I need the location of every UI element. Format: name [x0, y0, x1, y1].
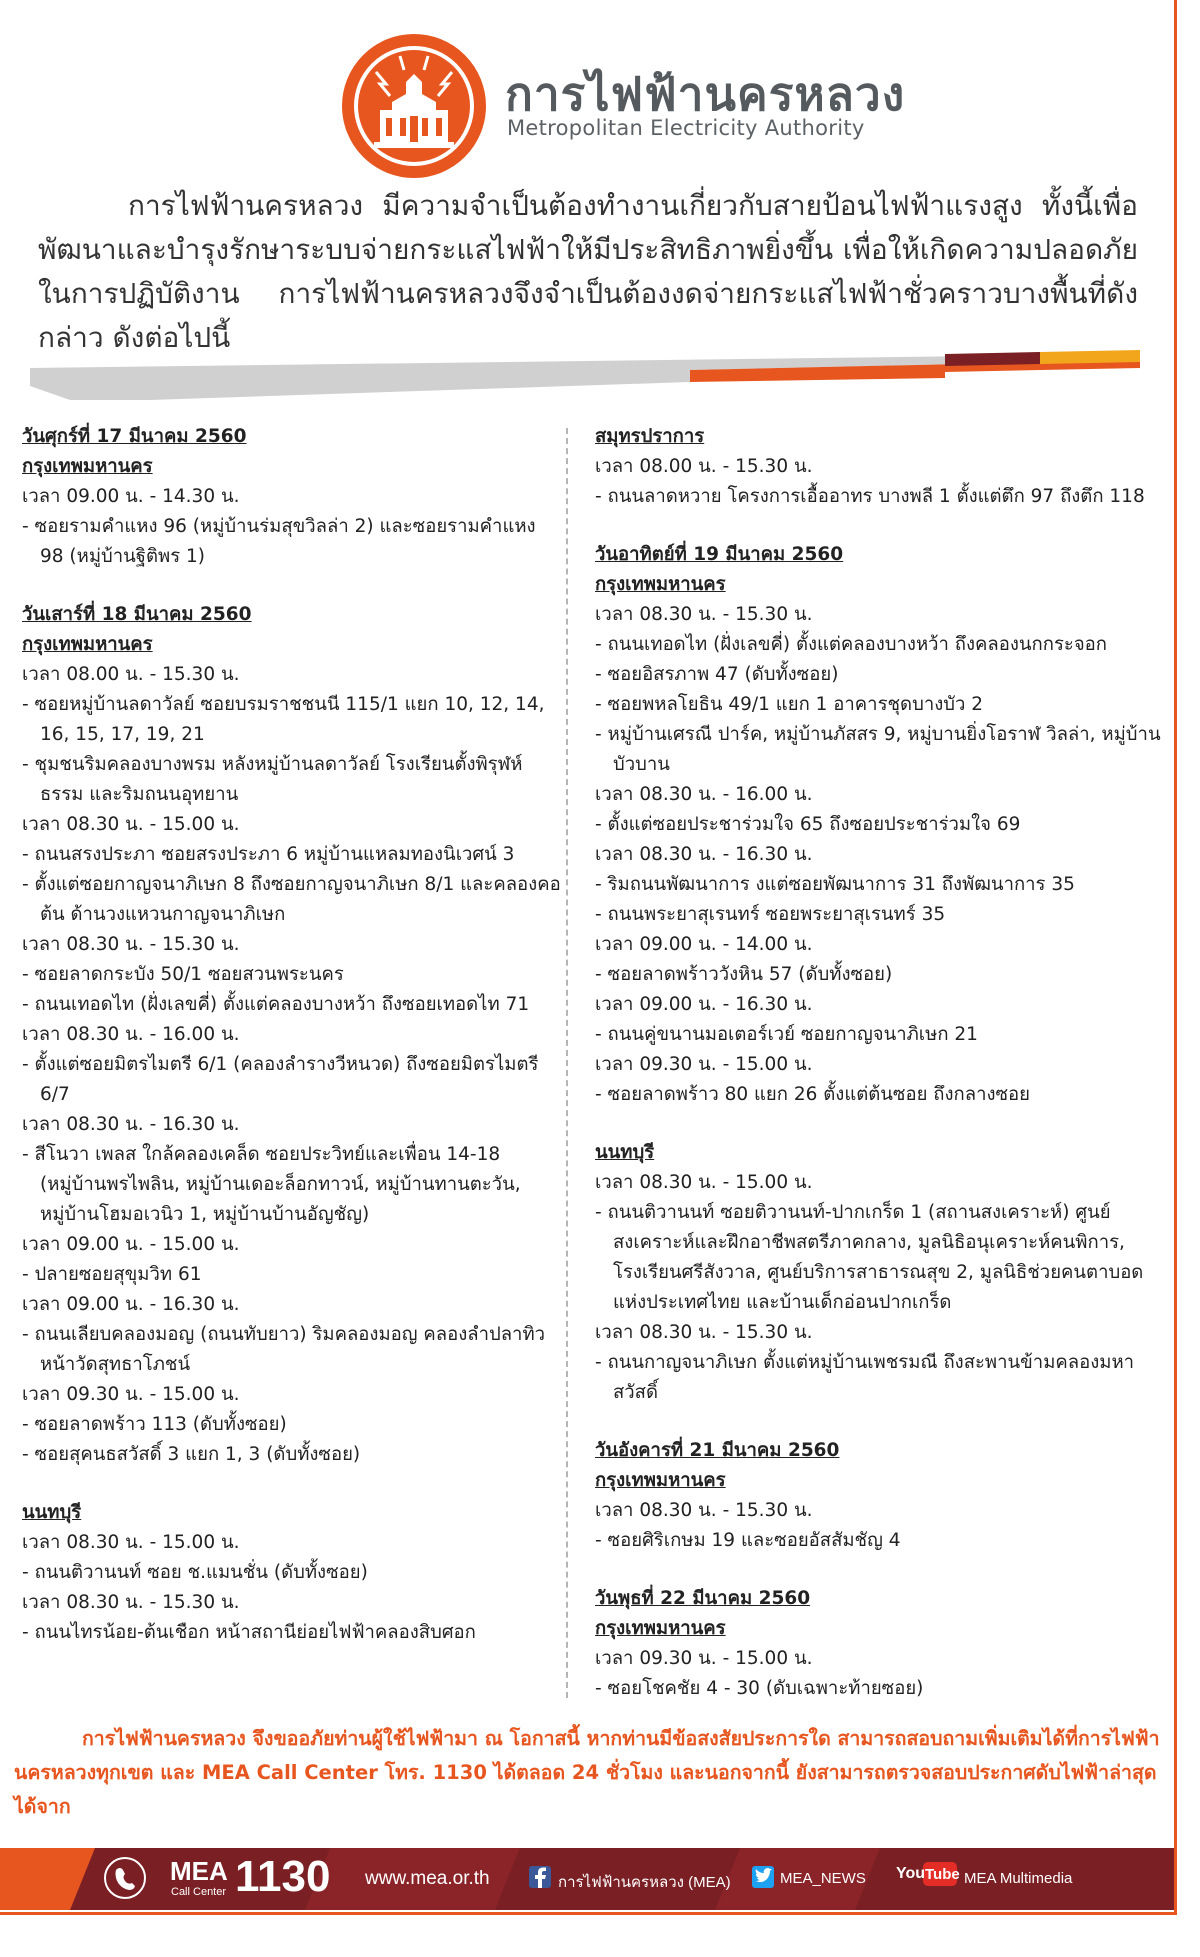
column-divider: [566, 428, 568, 1698]
location-item: - ตั้งแต่ซอยมิตรไมตรี 6/1 (คลองลำรางวีหนวด) ถึงซอยมิตรไมตรี 6/7: [22, 1054, 539, 1105]
left-column: [22, 422, 562, 1648]
time-range: เวลา 08.30 น. - 15.30 น.: [595, 1500, 813, 1521]
location-item: - ซอยลาดพร้าว 80 แยก 26 ตั้งแต่ต้นซอย ถึงกลางซอย: [595, 1084, 1031, 1105]
location-item: - ริมถนนพัฒนาการ งแต่ซอยพัฒนาการ 31 ถึงพัฒนาการ 35: [595, 874, 1075, 895]
footer-facebook-link[interactable]: การไฟฟ้านครหลวง (MEA): [558, 1874, 731, 1891]
time-range: เวลา 09.00 น. - 14.00 น.: [595, 934, 813, 955]
location-item: - ถนนคู่ขนานมอเตอร์เวย์ ซอยกาญจนาภิเษก 21: [595, 1024, 978, 1045]
date-heading: วันศุกร์ที่ 17 มีนาคม 2560: [22, 426, 247, 447]
location-item: - ซอยลาดกระบัง 50/1 ซอยสวนพระนคร: [22, 964, 344, 985]
time-range: เวลา 08.30 น. - 15.30 น.: [22, 934, 240, 955]
time-range: เวลา 08.30 น. - 15.30 น.: [595, 1322, 813, 1343]
location-item: - ซอยรามคำแหง 96 (หมู่บ้านร่มสุขวิลล่า 2) และซอยรามคำแหง 98 (หมู่บ้านฐิติพร 1): [22, 516, 536, 567]
date-heading: วันเสาร์ที่ 18 มีนาคม 2560: [22, 604, 252, 625]
right-column: [595, 422, 1165, 1704]
area-heading: กรุงเทพมหานคร: [22, 634, 153, 655]
area-heading: กรุงเทพมหานคร: [595, 1470, 726, 1491]
location-item: - ซอยลาดพร้าว 113 (ดับทั้งซอย): [22, 1414, 287, 1435]
footer-twitter-link[interactable]: MEA_NEWS: [780, 1870, 866, 1887]
location-item: - หมู่บ้านเศรณี ปาร์ค, หมู่บ้านภัสสร 9, หมู่บานยิ่งโอราฬ วิลล่า, หมู่บ้านบัวบาน: [595, 724, 1161, 775]
time-range: เวลา 09.30 น. - 15.00 น.: [22, 1384, 240, 1405]
area-heading: สมุทรปราการ: [595, 426, 705, 447]
location-item: - ถนนไทรน้อย-ต้นเชือก หน้าสถานีย่อยไฟฟ้าคลองสิบศอก: [22, 1622, 476, 1643]
spacer: [595, 1408, 1165, 1436]
time-range: เวลา 08.30 น. - 16.00 น.: [595, 784, 813, 805]
time-range: เวลา 08.30 น. - 16.00 น.: [22, 1024, 240, 1045]
location-item: - สีโนวา เพลส ใกล้คลองเคล็ด ซอยประวิทย์และเพื่อน 14-18 (หมู่บ้านพรไพลิน, หมู่บ้านเดอะล็อกทาวน์, หมู่บ้านทานตะวัน, หมู่บ้านโฮมอเวนิว 1, หมู่บ้านบ้านอัญชัญ): [22, 1144, 521, 1225]
location-item: - ถนนพระยาสุเรนทร์ ซอยพระยาสุเรนทร์ 35: [595, 904, 946, 925]
footer-youtube-you: You: [896, 1865, 926, 1882]
location-item: - ถนนลาดหวาย โครงการเอื้ออาทร บางพลี 1 ตั้งแต่ตึก 97 ถึงตึก 118: [595, 486, 1145, 507]
spacer: [22, 572, 562, 600]
time-range: เวลา 09.00 น. - 16.30 น.: [595, 994, 813, 1015]
location-item: - ตั้งแต่ซอยกาญจนาภิเษก 8 ถึงซอยกาญจนาภิเษก 8/1 และคลองคอต้น ด้านวงแหวนกาญจนาภิเษก: [22, 874, 561, 925]
time-range: เวลา 09.30 น. - 15.00 น.: [595, 1054, 813, 1075]
date-heading: วันอังคารที่ 21 มีนาคม 2560: [595, 1440, 840, 1461]
spacer: [595, 1556, 1165, 1584]
time-range: เวลา 08.30 น. - 16.30 น.: [595, 844, 813, 865]
footer-mea-label: MEA: [170, 1856, 228, 1886]
footer-call-number: 1130: [235, 1852, 331, 1901]
footer-call-center-label: Call Center: [171, 1886, 227, 1898]
location-item: - ถนนกาญจนาภิเษก ตั้งแต่หมู่บ้านเพชรมณี ถึงสะพานข้ามคลองมหาสวัสดิ์: [595, 1352, 1135, 1403]
location-item: - ถนนติวานนท์ ซอยติวานนท์-ปากเกร็ด 1 (สถานสงเคราะห์) ศูนย์สงเคราะห์และฝึกอาชีพสตรีภาคกลาง, มูลนิธิอนุเคราะห์คนพิการ, โรงเรียนศรีสังวาล, ศูนย์บริการสาธารณสุข 2, มูลนิธิช่วยคนตาบอดแห่งประเทศไทย และบ้านเด็กอ่อนปากเกร็ด: [595, 1202, 1144, 1313]
time-range: เวลา 09.30 น. - 15.00 น.: [595, 1648, 813, 1669]
location-item: - ถนนเทอดไท (ฝั่งเลขคี่) ตั้งแต่คลองบางหว้า ถึงซอยเทอดไท 71: [22, 994, 530, 1015]
time-range: เวลา 08.30 น. - 15.30 น.: [595, 604, 813, 625]
location-item: - ซอยสุคนธสวัสดิ์ 3 แยก 1, 3 (ดับทั้งซอย): [22, 1444, 361, 1465]
location-item: - ซอยพหลโยธิน 49/1 แยก 1 อาคารชุดบางบัว 2: [595, 694, 984, 715]
time-range: เวลา 09.00 น. - 15.00 น.: [22, 1234, 240, 1255]
location-item: - ซอยหมู่บ้านลดาวัลย์ ซอยบรมราชชนนี 115/1 แยก 10, 12, 14, 16, 15, 17, 19, 21: [22, 694, 545, 745]
area-heading: กรุงเทพมหานคร: [22, 456, 153, 477]
time-range: เวลา 09.00 น. - 14.30 น.: [22, 486, 240, 507]
spacer: [595, 512, 1165, 540]
mea-logo-icon: [340, 32, 488, 180]
decorative-banner: [30, 340, 1140, 400]
location-item: - ปลายซอยสุขุมวิท 61: [22, 1264, 202, 1285]
time-range: เวลา 09.00 น. - 16.30 น.: [22, 1294, 240, 1315]
brand-name-thai: การไฟฟ้านครหลวง: [505, 67, 906, 121]
footer-website-link[interactable]: www.mea.or.th: [365, 1868, 490, 1889]
location-item: - ตั้งแต่ซอยประชาร่วมใจ 65 ถึงซอยประชาร่วมใจ 69: [595, 814, 1021, 835]
time-range: เวลา 08.30 น. - 15.00 น.: [22, 1532, 240, 1553]
date-heading: วันอาทิตย์ที่ 19 มีนาคม 2560: [595, 544, 844, 565]
time-range: เวลา 08.30 น. - 15.00 น.: [22, 814, 240, 835]
spacer: [22, 1470, 562, 1498]
area-heading: นนทบุรี: [595, 1142, 655, 1163]
area-heading: กรุงเทพมหานคร: [595, 574, 726, 595]
area-heading: นนทบุรี: [22, 1502, 82, 1523]
location-item: - ชุมชนริมคลองบางพรม หลังหมู่บ้านลดาวัลย์ โรงเรียนตั้งพิรุฬห์ธรรม และริมถนนอุทยาน: [22, 754, 523, 805]
location-item: - ซอยอิสรภาพ 47 (ดับทั้งซอย): [595, 664, 839, 685]
header: [0, 0, 1174, 180]
time-range: เวลา 08.30 น. - 15.30 น.: [22, 1592, 240, 1613]
footer-youtube-link[interactable]: MEA Multimedia: [964, 1870, 1073, 1887]
location-item: - ถนนเทอดไท (ฝั่งเลขคี่) ตั้งแต่คลองบางหว้า ถึงคลองนกกระจอก: [595, 634, 1107, 655]
location-item: - ซอยโชคชัย 4 - 30 (ดับเฉพาะท้ายซอย): [595, 1678, 924, 1699]
brand-name-english: Metropolitan Electricity Authority: [507, 116, 865, 140]
date-heading: วันพุธที่ 22 มีนาคม 2560: [595, 1588, 811, 1609]
area-heading: กรุงเทพมหานคร: [595, 1618, 726, 1639]
location-item: - ซอยศิริเกษม 19 และซอยอัสสัมชัญ 4: [595, 1530, 901, 1551]
location-item: - ซอยลาดพร้าววังหิน 57 (ดับทั้งซอย): [595, 964, 893, 985]
spacer: [595, 1110, 1165, 1138]
time-range: เวลา 08.00 น. - 15.30 น.: [595, 456, 813, 477]
location-item: - ถนนสรงประภา ซอยสรงประภา 6 หมู่บ้านแหลมทองนิเวศน์ 3: [22, 844, 515, 865]
time-range: เวลา 08.30 น. - 15.00 น.: [595, 1172, 813, 1193]
intro-paragraph: การไฟฟ้านครหลวง มีความจำเป็นต้องทำงานเกี่ยวกับสายป้อนไฟฟ้าแรงสูง ทั้งนี้เพื่อพัฒนาและบำรุงรักษาระบบจ่ายกระแสไฟฟ้าให้มีประสิทธิภาพยิ่งขึ้น เพื่อให้เกิดความปลอดภัยในการปฏิบัติงาน การไฟฟ้านครหลวงจึงจำเป็นต้องงดจ่ายกระแสไฟฟ้าชั่วคราวบางพื้นที่ดังกล่าว ดังต่อไปนี้: [38, 189, 1138, 354]
time-range: เวลา 08.00 น. - 15.30 น.: [22, 664, 240, 685]
footer-youtube-tube: Tube: [925, 1866, 960, 1883]
footer-bar-text: [0, 1848, 1177, 1910]
footer-note: การไฟฟ้านครหลวง จึงขออภัยท่านผู้ใช้ไฟฟ้ามา ณ โอกาสนี้ หากท่านมีข้อสงสัยประการใด สามารถสอบถามเพิ่มเติมได้ที่การไฟฟ้านครหลวงทุกเขต และ MEA Call Center โทร. 1130 ได้ตลอด 24 ชั่วโมง และนอกจากนี้ ยังสามารถตรวจสอบประกาศดับไฟฟ้าล่าสุดได้จาก: [14, 1727, 1160, 1818]
time-range: เวลา 08.30 น. - 16.30 น.: [22, 1114, 240, 1135]
location-item: - ถนนเลียบคลองมอญ (ถนนทับยาว) ริมคลองมอญ คลองลำปลาทิว หน้าวัดสุทธาโภชน์: [22, 1324, 546, 1375]
location-item: - ถนนติวานนท์ ซอย ช.แมนชั่น (ดับทั้งซอย): [22, 1562, 368, 1583]
